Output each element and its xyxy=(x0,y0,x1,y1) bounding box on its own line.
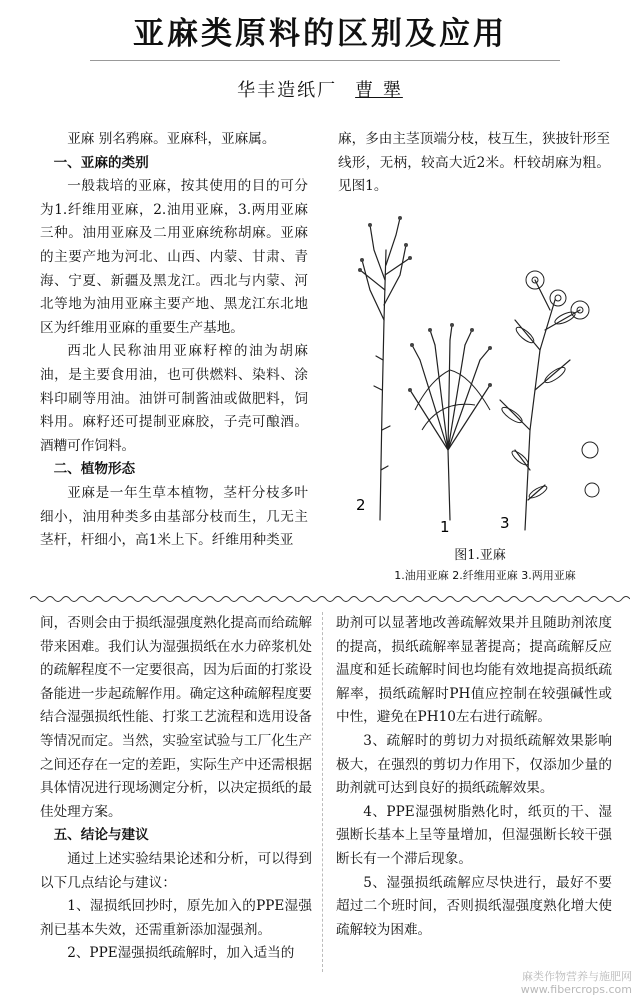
article-title: 亚麻类原料的区别及应用 xyxy=(133,16,507,52)
lower-right-column xyxy=(336,612,612,982)
intro-paragraph: 亚麻 别名鸦麻。亚麻科，亚麻属。 xyxy=(67,131,276,147)
flax-illustration xyxy=(340,210,630,540)
byline-organization: 华丰造纸厂 xyxy=(237,80,338,101)
wavy-separator xyxy=(30,592,630,606)
figure-label-1: 1 xyxy=(440,518,450,536)
conclusions-intro: 通过上述实验结果论述和分析，可以得到以下几点结论与建议： xyxy=(40,850,312,891)
conclusion-item-3: 3、疏解时的剪切力对损纸疏解效果影响极大，在强烈的剪切力作用下，仅添加少量的助剂就可达到良好的损纸疏解效果。 xyxy=(336,732,612,797)
figure-label-2: 2 xyxy=(356,496,366,514)
conclusion-item-5: 5、湿强损纸疏解应尽快进行，最好不要超过二个班时间，否则损纸湿强度熟化增大使疏解较为困难。 xyxy=(336,874,612,938)
upper-left-column xyxy=(40,128,308,590)
figure-caption: 图1.亚麻 xyxy=(454,548,506,563)
watermark-site-name: 麻类作物营养与施肥网 xyxy=(522,970,632,983)
conclusion-item-2-continued: 助剂可以显著地改善疏解效果并且随助剂浓度的提高，损纸疏解率显著提高；提高疏解反应温度和延长疏解时间也均能有效地提高损纸疏解率，损纸疏解时PH值应控制在较强碱性或中性，避免在PH10左右进行疏解。 xyxy=(336,615,612,726)
section-heading-conclusions: 五、结论与建议 xyxy=(53,827,149,844)
section-heading-categories: 一、亚麻的类别 xyxy=(53,154,149,171)
header-rule xyxy=(90,60,560,61)
uses-paragraph: 西北人民称油用亚麻籽榨的油为胡麻油，是主要食用油，也可供燃料、染料、涂料印刷等用油。油饼可制酱油或做肥料，饲料用。麻籽还可提制亚麻胶，子壳可酿酒。酒糟可作饲料。 xyxy=(40,343,308,454)
morphology-continued-paragraph: 麻，多由主茎顶端分枝，枝互生，狭披针形至线形，无柄，较高大近2米。杆较胡麻为粗。见图1。 xyxy=(338,131,610,195)
upper-right-column xyxy=(338,128,610,208)
morphology-paragraph: 亚麻是一年生草本植物，茎杆分枝多叶细小，油用种类多由基部分枝而生，几无主茎杆，杆细小，高1米上下。纤维用种类亚 xyxy=(40,484,308,549)
byline-author: 曹 犟 xyxy=(355,80,403,101)
categories-paragraph: 一般栽培的亚麻，按其使用的目的可分为1.纤维用亚麻，2.油用亚麻，3.两用亚麻三种。油用亚麻及二用亚麻统称胡麻。亚麻的主要产地为河北、山西、内蒙、甘肃、青海、宁夏、新疆及黑龙江。西北与内蒙、河北等地为油用亚麻主要产地、黑龙江东北地区为纤维用亚麻的重要生产基地。 xyxy=(40,178,308,336)
continued-paragraph: 间，否则会由于损纸湿强度熟化提高而给疏解带来困难。我们认为湿强损纸在水力碎浆机处的疏解程度不一定要很高，因为后面的打浆设备能进一步起疏解作用。确定这种疏解程度要结合湿强损纸性能、打浆工艺流程和选用设备等情况而定。当然，实验室试验与工厂化生产之间还存在一定的差距，实际生产中还需根据具体情况进行现场测定分析，以决定损纸的最佳处理方案。 xyxy=(40,615,312,820)
byline xyxy=(0,76,640,102)
section-heading-morphology: 二、植物形态 xyxy=(53,461,136,478)
site-watermark xyxy=(521,970,632,996)
lower-left-column xyxy=(40,612,312,997)
conclusion-item-4: 4、PPE湿强树脂熟化时，纸页的干、湿强断长基本上呈等量增加，但湿强断长较干强断长有一个滞后现象。 xyxy=(336,803,612,867)
column-divider xyxy=(322,612,323,972)
figure-legend: 1.油用亚麻 2.纤维用亚麻 3.两用亚麻 xyxy=(394,569,576,582)
conclusion-item-1: 1、湿损纸回抄时，原先加入的PPE湿强剂已基本失效，还需重新添加湿强剂。 xyxy=(40,898,312,938)
conclusion-item-2: 2、PPE湿强损纸疏解时，加入适当的 xyxy=(67,945,295,962)
watermark-url: www.fibercrops.com xyxy=(520,983,632,996)
figure-label-3: 3 xyxy=(500,514,510,532)
